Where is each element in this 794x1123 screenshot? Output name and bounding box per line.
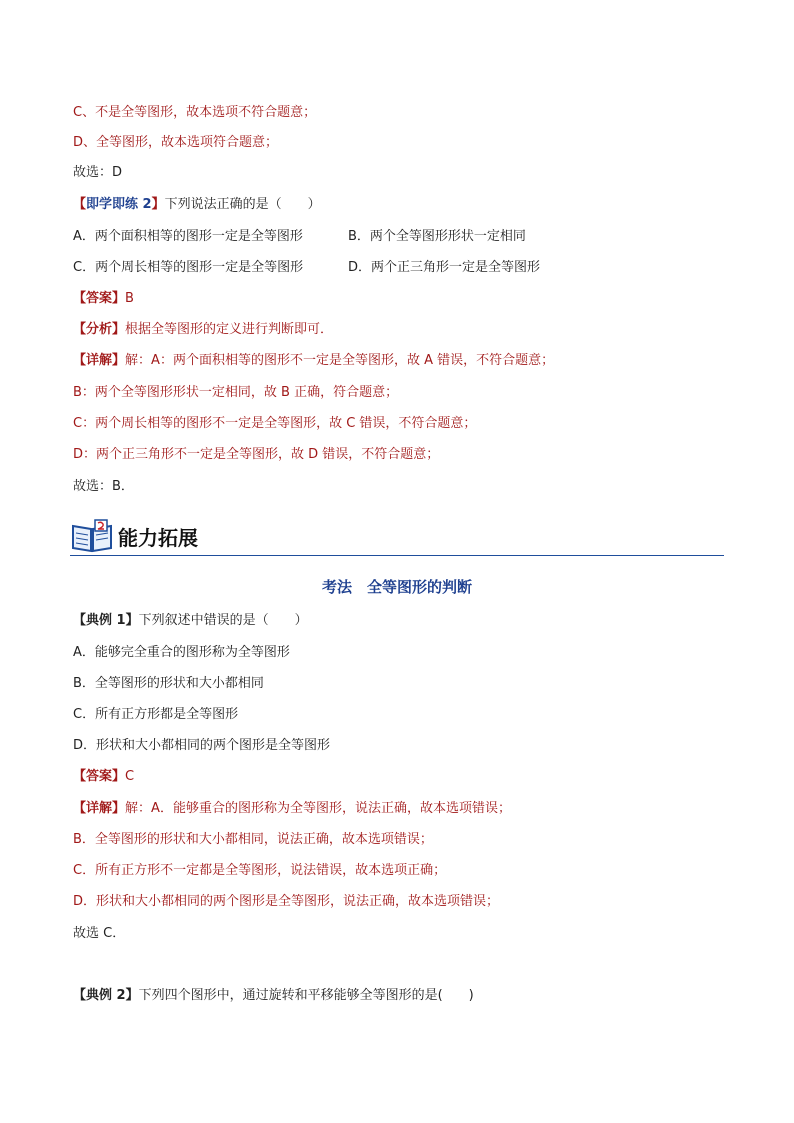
solution-line-d: D、全等图形，故本选项符合题意；: [73, 135, 279, 150]
example1-question: 下列叙述中错误的是（ ）: [138, 613, 308, 628]
example1-answer-line: [73, 768, 134, 786]
label-bracket-open: 【: [73, 353, 87, 368]
example1-select-line: 故选 C．: [73, 926, 126, 941]
practice2-detail-line-a: [73, 352, 554, 370]
practice2-select-line: 故选：B．: [73, 479, 134, 494]
open-book-icon: [70, 518, 114, 554]
section-header: [70, 512, 724, 556]
practice2-option-b: B．两个全等图形形状一定相同: [348, 229, 526, 244]
label-bracket-open: 【: [73, 988, 87, 1003]
example1-option-c: C．所有正方形都是全等图形: [73, 707, 239, 722]
analysis-label: 分析: [86, 322, 113, 337]
label-bracket-close: 】: [112, 322, 126, 337]
example1-detail-line-d: D．形状和大小都相同的两个图形是全等图形，说法正确，故本选项错误；: [73, 894, 500, 909]
example1-detail-line-a: [73, 800, 511, 818]
section-title: 能力拓展: [118, 526, 198, 550]
analysis-text: 根据全等图形的定义进行判断即可．: [125, 322, 334, 337]
select-line: 故选：D: [73, 165, 123, 180]
label-bracket-open: 【: [73, 769, 87, 784]
practice2-label: 即学即练 2: [86, 197, 152, 212]
label-bracket-open: 【: [73, 801, 87, 816]
detail-label: 详解: [86, 353, 113, 368]
answer-value: C: [125, 769, 135, 784]
example1-label: 典例 1: [86, 613, 126, 628]
practice2-answer-line: [73, 290, 134, 308]
detail-text-a: 解：A．能够重合的图形称为全等图形，说法正确，故本选项错误；: [125, 801, 511, 816]
label-bracket-open: 【: [73, 197, 87, 212]
label-bracket-open: 【: [73, 322, 87, 337]
example2-question-line: [73, 987, 474, 1005]
topic-title: 考法 全等图形的判断: [321, 578, 472, 596]
example1-detail-line-b: B．全等图形的形状和大小都相同，说法正确，故本选项错误；: [73, 832, 433, 847]
example1-option-a: A．能够完全重合的图形称为全等图形: [73, 645, 290, 660]
detail-label: 详解: [86, 801, 113, 816]
label-bracket-close: 】: [112, 769, 126, 784]
practice2-detail-line-c: C：两个周长相等的图形不一定是全等图形，故 C 错误，不符合题意；: [73, 416, 477, 431]
practice2-option-c: C．两个周长相等的图形一定是全等图形: [73, 260, 304, 275]
example2-label: 典例 2: [86, 988, 126, 1003]
label-bracket-close: 】: [125, 613, 139, 628]
label-bracket-open: 【: [73, 613, 87, 628]
label-bracket-close: 】: [112, 291, 126, 306]
answer-label: 答案: [86, 291, 113, 306]
practice2-option-d: D．两个正三角形一定是全等图形: [348, 260, 541, 275]
practice2-detail-line-d: D：两个正三角形不一定是全等图形，故 D 错误，不符合题意；: [73, 447, 440, 462]
answer-value: B: [125, 291, 134, 306]
label-bracket-close: 】: [125, 988, 139, 1003]
example2-question: 下列四个图形中，通过旋转和平移能够全等图形的是( ): [138, 988, 474, 1003]
detail-text-a: 解：A：两个面积相等的图形不一定是全等图形，故 A 错误，不符合题意；: [125, 353, 555, 368]
practice2-detail-line-b: B：两个全等图形形状一定相同，故 B 正确，符合题意；: [73, 385, 399, 400]
practice2-question-line: [73, 196, 321, 214]
label-bracket-close: 】: [112, 353, 126, 368]
label-bracket-close: 】: [151, 197, 165, 212]
example1-question-line: [73, 612, 308, 630]
practice2-analysis-line: [73, 321, 333, 339]
example1-option-d: D．形状和大小都相同的两个图形是全等图形: [73, 738, 331, 753]
example1-detail-line-c: C．所有正方形不一定都是全等图形，说法错误，故本选项正确；: [73, 863, 447, 878]
label-bracket-close: 】: [112, 801, 126, 816]
label-bracket-open: 【: [73, 291, 87, 306]
answer-label: 答案: [86, 769, 113, 784]
example1-option-b: B．全等图形的形状和大小都相同: [73, 676, 264, 691]
practice2-option-a: A．两个面积相等的图形一定是全等图形: [73, 229, 303, 244]
solution-line-c: C、不是全等图形，故本选项不符合题意；: [73, 105, 317, 120]
section-divider: [70, 555, 724, 556]
practice2-question: 下列说法正确的是（ ）: [164, 197, 321, 212]
